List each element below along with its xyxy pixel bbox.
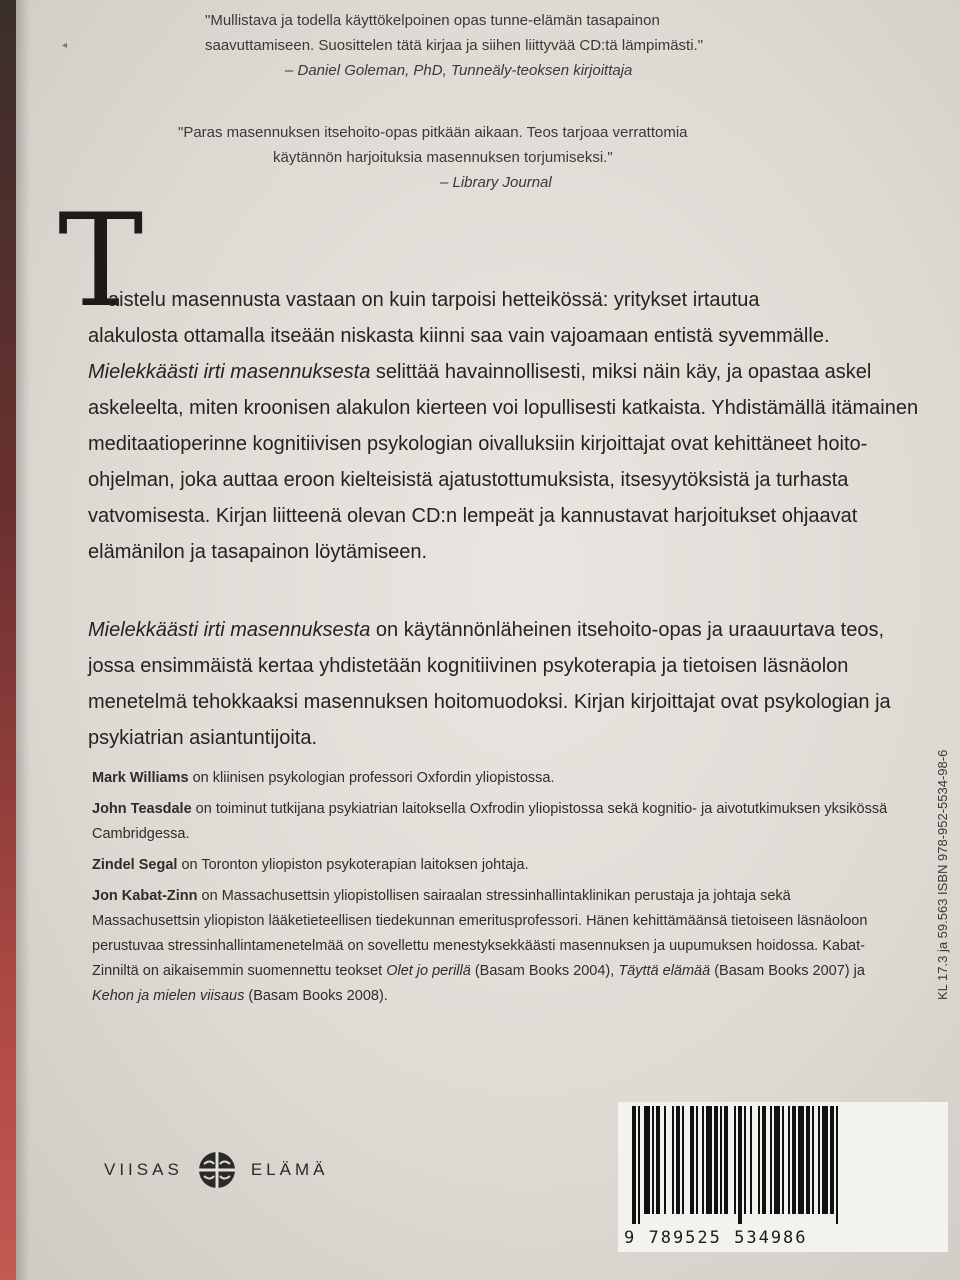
barcode-number: 9 789525 534986	[624, 1228, 808, 1248]
barcode-bar	[806, 1106, 810, 1214]
author-name: John Teasdale	[92, 801, 192, 817]
author-bio	[92, 766, 892, 791]
barcode-bar	[762, 1106, 766, 1214]
barcode-bar	[682, 1106, 684, 1214]
author-text: (Basam Books 2007) ja	[710, 963, 865, 979]
barcode	[618, 1102, 948, 1252]
paragraph-body	[88, 612, 918, 756]
quote-line: "Paras masennuksen itsehoito-opas pitkään aikaan. Teos tarjoaa verrattomia	[178, 124, 688, 141]
publisher-name-left: VIISAS	[104, 1160, 183, 1179]
barcode-bar	[822, 1106, 828, 1214]
quote-goleman	[205, 8, 825, 83]
author-text: (Basam Books 2004),	[470, 963, 619, 979]
book-title: Kehon ja mielen viisaus	[92, 988, 245, 1004]
publisher-name-right: ELÄMÄ	[250, 1160, 329, 1179]
publisher-logo	[104, 1150, 328, 1190]
barcode-bar	[632, 1106, 636, 1224]
paragraph-text: on käytännönläheinen itsehoito-opas ja uraauurtava teos, jossa ensimmäistä kertaa yhdistetään kognitiivinen psykoterapia ja tietoisen läsnäolon menetelmä tehokkaaksi masennuksen hoitomuodoksi. Kirjan kirjoittajat ovat psykologian ja psykiatrian asiantuntijoita.	[88, 619, 891, 749]
author-bios	[92, 766, 892, 1015]
book-edge-shadow	[16, 0, 30, 1280]
author-text: on kliinisen psykologian professori Oxfordin yliopistossa.	[188, 770, 555, 786]
classification-isbn-text: KL 17.3 ja 59.563 ISBN 978-952-5534-98-6	[935, 749, 950, 1000]
barcode-bar	[720, 1106, 722, 1214]
barcode-bars	[632, 1106, 932, 1224]
barcode-bar	[714, 1106, 718, 1214]
author-bio	[92, 797, 892, 847]
quote-attribution: – Daniel Goleman, PhD, Tunneäly-teoksen kirjoittaja	[285, 62, 633, 79]
barcode-bar	[734, 1106, 736, 1214]
barcode-bar	[744, 1106, 746, 1214]
publisher-emblem-icon	[197, 1150, 237, 1190]
barcode-bar	[664, 1106, 666, 1214]
paragraph-1	[88, 282, 920, 563]
barcode-bar	[706, 1106, 712, 1214]
barcode-bar	[750, 1106, 752, 1214]
barcode-bar	[638, 1106, 640, 1224]
book-edge	[0, 0, 16, 1280]
paragraph-first-line: aistelu masennusta vastaan on kuin tarpoisi hetteikössä: yritykset irtautua	[108, 289, 760, 311]
paragraph-1-rest	[88, 318, 920, 570]
book-title: Mielekkäästi irti masennuksesta	[88, 619, 371, 641]
author-name: Jon Kabat-Zinn	[92, 888, 198, 904]
barcode-bar	[782, 1106, 784, 1214]
author-text: on toiminut tutkijana psykiatrian laitoksella Oxfrodin yliopistossa sekä kognitio- ja aivotutkimuksen yksikössä Cambridgessa.	[92, 801, 888, 842]
barcode-bar	[644, 1106, 650, 1214]
book-title: Täyttä elämää	[618, 963, 711, 979]
book-title: Olet jo perillä	[386, 963, 471, 979]
barcode-bar	[818, 1106, 820, 1214]
barcode-bar	[758, 1106, 760, 1214]
barcode-bar	[702, 1106, 704, 1214]
author-name: Zindel Segal	[92, 857, 178, 873]
barcode-bar	[724, 1106, 728, 1214]
barcode-bar	[812, 1106, 814, 1214]
quote-line: käytännön harjoituksia masennuksen torjumiseksi."	[273, 149, 613, 166]
barcode-bar	[836, 1106, 838, 1224]
barcode-bar	[788, 1106, 790, 1214]
paper-mark: ◂	[62, 40, 68, 51]
quote-attribution: – Library Journal	[440, 174, 552, 191]
barcode-bar	[656, 1106, 660, 1214]
paragraph-2	[88, 612, 918, 756]
author-text: (Basam Books 2008).	[244, 988, 388, 1004]
book-title: Mielekkäästi irti masennuksesta	[88, 361, 371, 383]
author-text: on Massachusettsin yliopistollisen sairaalan stressinhallintaklinikan perustaja ja johtaja sekä Massachusettsin yliopiston lääketieteellisen tiedekunnan emeritusprofessori. Hänen kehittämäänsä tietoiseen läsnäoloon perustuvaa stressinhallintamenetelmää on sovellettu menestyksekkäästi masennuksen ja uupumuksen hoidossa. Kabat-Zinniltä on aikaisemmin suomennettu teokset	[92, 888, 868, 979]
quote-line: saavuttamiseen. Suosittelen tätä kirjaa ja siihen liittyvää CD:tä lämpimästi."	[205, 37, 704, 54]
barcode-bar	[798, 1106, 804, 1214]
barcode-bar	[672, 1106, 674, 1214]
author-name: Mark Williams	[92, 770, 189, 786]
barcode-bar	[652, 1106, 654, 1214]
paragraph-body	[88, 354, 920, 570]
drop-cap: T	[58, 187, 144, 336]
barcode-bar	[830, 1106, 834, 1214]
quote-line: "Mullistava ja todella käyttökelpoinen opas tunne-elämän tasapainon	[205, 12, 660, 29]
quote-library-journal	[178, 120, 818, 195]
barcode-bar	[774, 1106, 780, 1214]
barcode-bar	[690, 1106, 694, 1214]
author-text: on Toronton yliopiston psykoterapian laitoksen johtaja.	[177, 857, 529, 873]
paragraph-text: selittää havainnollisesti, miksi näin käy, ja opastaa askel askeleelta, miten kroonisen alakulon kierteen voi lopullisesti katkaista. Yhdistämällä itämainen meditaatioperinne kognitiivisen psykologian oivalluksiin kirjoittajat ovat kehittäneet hoito-ohjelman, joka auttaa eroon kielteisistä ajatustottumuksista, itsesyytöksistä ja turhasta vatvomisesta. Kirjan liitteenä olevan CD:n lempeät ja kannustavat harjoitukset ohjaavat elämänilon ja tasapainon löytämiseen.	[88, 361, 919, 563]
barcode-bar	[676, 1106, 680, 1214]
barcode-bar	[792, 1106, 796, 1214]
barcode-bar	[738, 1106, 742, 1224]
author-bio	[92, 853, 892, 878]
barcode-bar	[770, 1106, 772, 1214]
author-bio	[92, 884, 892, 1009]
paragraph-line: alakulosta ottamalla itseään niskasta kiinni saa vain vajoamaan entistä syvemmälle.	[88, 325, 830, 347]
barcode-bar	[696, 1106, 698, 1214]
